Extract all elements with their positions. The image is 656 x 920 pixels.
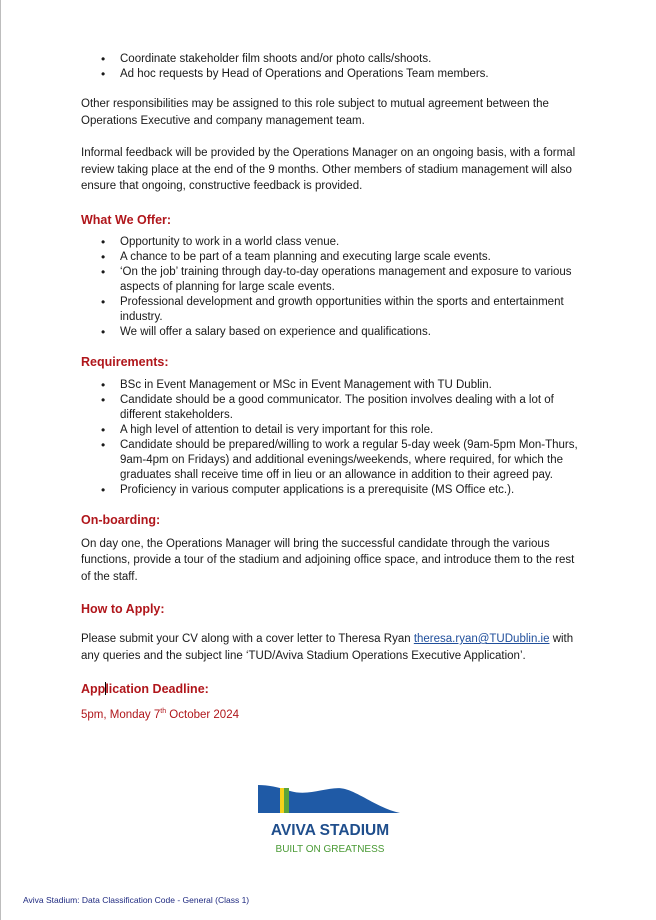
deadline-heading (81, 681, 581, 697)
offer-list (81, 235, 581, 340)
requirements-list (81, 378, 581, 498)
deadline-date-rest: October 2024 (166, 709, 239, 721)
feedback-paragraph: Informal feedback will be provided by the Operations Manager on an ongoing basis, with a formal review taking place at the end of the 9 months. Other members of stadium management will also ensure that ongoing, constructive feedback is provided. (81, 147, 576, 192)
other-responsibilities-paragraph: Other responsibilities may be assigned to this role subject to mutual agreement between the Operations Executive and company management team. (81, 98, 549, 127)
list-item: • Candidate should be prepared/willing to work a regular 5-day week (9am-5pm Mon-Thurs, 9am-4pm on Fridays) and additional evenings/weekends, where required, for which the graduates shall receive time off in lieu or an allowance in addition to their agreed pay. (81, 438, 581, 483)
deadline-date-suffix: th (160, 708, 167, 716)
list-item: • Opportunity to work in a world class venue. (81, 235, 581, 250)
logo-green-bar (284, 788, 289, 813)
logo-yellow-bar (280, 788, 284, 813)
list-item: • Professional development and growth opportunities within the sports and entertainment industry. (81, 295, 581, 325)
deadline-date-prefix: 5pm, Monday 7 (81, 709, 161, 721)
apply-text-after: with any queries and the subject line ‘TUD/Aviva Stadium Operations Executive Application’. (81, 633, 574, 662)
requirements-heading: Requirements: (81, 354, 169, 369)
logo-wave-shape (258, 785, 400, 813)
onboarding-paragraph: On day one, the Operations Manager will bring the successful candidate through the various functions, provide a tour of the stadium and adjoining office space, and introduce them to the rest of the staff. (81, 537, 575, 583)
logo-name: AVIVA STADIUM (270, 822, 390, 839)
list-item: • A high level of attention to detail is very important for this role. (81, 423, 581, 438)
logo-tagline: BUILT ON GREATNESS (275, 844, 385, 855)
list-item: • Candidate should be a good communicator. The position involves dealing with a lot of different stakeholders. (81, 393, 581, 423)
list-item: • Coordinate stakeholder film shoots and/or photo calls/shoots. (81, 52, 581, 67)
stadium-wave-icon (250, 783, 410, 863)
top-bullet-list (81, 52, 581, 82)
list-item: • A chance to be part of a team planning and executing large scale events. (81, 250, 581, 265)
list-item: • We will offer a salary based on experience and qualifications. (81, 325, 581, 340)
classification-footer: Aviva Stadium: Data Classification Code - General (Class 1) (23, 895, 250, 905)
deadline-heading-part2: lication Deadline: (105, 682, 209, 696)
what-we-offer-heading: What We Offer: (81, 212, 172, 227)
apply-text-before: Please submit your CV along with a cover letter to Theresa Ryan (81, 633, 414, 645)
page-edge (0, 0, 1, 920)
deadline-date (81, 707, 581, 724)
deadline-heading-part1: App (81, 682, 106, 696)
onboarding-heading: On-boarding: (81, 512, 161, 527)
list-item: • Proficiency in various computer applications is a prerequisite (MS Office etc.). (81, 483, 581, 498)
aviva-stadium-logo (250, 783, 410, 863)
how-to-apply-paragraph (81, 631, 581, 664)
how-to-apply-heading: How to Apply: (81, 602, 165, 616)
list-item: • ‘On the job’ training through day-to-day operations management and exposure to various aspects of planning for large scale events. (81, 265, 581, 295)
document-body (81, 50, 581, 724)
email-link[interactable]: theresa.ryan@TUDublin.ie (413, 633, 550, 645)
list-item: • Ad hoc requests by Head of Operations and Operations Team members. (81, 67, 581, 82)
list-item: • BSc in Event Management or MSc in Event Management with TU Dublin. (81, 378, 581, 393)
